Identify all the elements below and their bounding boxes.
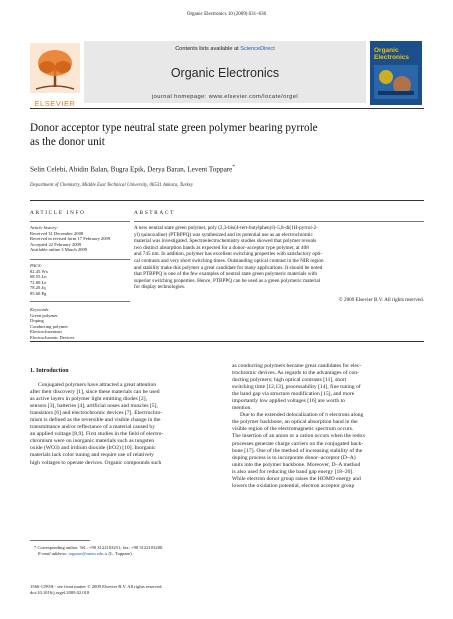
abstract-line: superior switching properties. Hence, PTBPPQ can be used as a green polymeric material (134, 277, 321, 284)
intro-line: bone [17]. One of the method of increasing stability of the (232, 447, 363, 454)
contents-prefix: Contents lists available at (175, 46, 241, 52)
keyword-item: Electrochromic Devices (30, 334, 75, 340)
intro-line: Conjugated polymers have attracted a great attention (38, 382, 157, 388)
intro-right-column (232, 363, 424, 490)
footnote-contact: * Corresponding author. Tel.: +90 3122103251; fax: +90 3122103200. (34, 545, 164, 550)
footer (30, 584, 280, 595)
pacs-item: 72.80.Le (30, 279, 47, 285)
publisher-name: ELSEVIER (34, 99, 76, 108)
abstract-line: for display technologies. (134, 284, 186, 291)
intro-line: visible region of the electromagnetic spectrum occurs. (232, 426, 354, 433)
abstract-line: A new neutral state green polymer, poly (2,3-bis(4-tert-butylphenyl)-5,8-di(1H-pyrrol-2- (134, 225, 318, 231)
intro-line: processes generate charge carriers on the conjugated back- (232, 440, 364, 447)
intro-line: doping process is to incorporate donor–acceptor (D–A) (232, 454, 356, 461)
cover-title-line2: Electronics (374, 54, 410, 61)
pacs-rule (30, 301, 130, 302)
article-title (30, 121, 424, 149)
issn-line: 1566-1199/$ - see front matter © 2009 Elsevier B.V. All rights reserved. (30, 584, 163, 589)
abstract-line: that PTBPPQ is one of the few examples of neutral state green polymeric materials with (134, 271, 317, 278)
abstract-line: material was investigated. Spectroelectrochemistry studies showed that polymer reveals (134, 238, 317, 245)
intro-line: mention. (232, 405, 252, 412)
abstract-heading: ABSTRACT (134, 210, 175, 216)
pacs-item: 68.55.Ln (30, 274, 47, 280)
footnote-rule (30, 540, 90, 541)
contents-line (84, 46, 366, 52)
intro-line: importantly low applied voltages [16] are worth to (232, 398, 345, 405)
email-suffix: (L. Toppare). (107, 550, 133, 556)
copyright: © 2009 Elsevier B.V. All rights reserved. (338, 297, 424, 303)
abstract (134, 210, 424, 303)
abstract-line: and 745 nm. In addition, polymer has excellent switching properties with satisfactory opti- (134, 251, 323, 258)
intro-line: mism is defined as the reversible and visible change in the (30, 417, 161, 424)
journal-title: Organic Electronics (170, 66, 280, 80)
intro-line: as conducting polymers became great candidates for elec- (232, 363, 362, 369)
history-item: Available online 3 March 2009 (30, 247, 88, 253)
elsevier-tree-icon (30, 43, 80, 93)
masthead-rule-top (30, 108, 424, 109)
intro-line: While electron donor group raises the HOMO energy and (232, 475, 361, 482)
rule-under-affiliation (30, 200, 424, 201)
intro-heading: 1. Introduction (30, 368, 69, 374)
abstract-line: cal contrasts and very short switching times. Outstanding optical contrast in the NIR region (134, 257, 324, 264)
intro-line: an applied voltage [8,9]. First studies in the field of electro- (30, 431, 164, 438)
article-title-line1: Donor acceptor type neutral state green polymer bearing pyrrole (30, 122, 318, 134)
keyword-item: Conducting polymer (30, 323, 68, 329)
intro-line: is also used for reducing the band gap energy [18–20]. (232, 468, 354, 475)
email-link[interactable]: toppare@metu.edu.tr (68, 550, 108, 556)
intro-line: as active layers in polymer light emitting diodes [2], (30, 396, 147, 403)
sciencedirect-link[interactable]: ScienceDirect (240, 46, 275, 52)
footnote (30, 545, 230, 556)
elsevier-logo (30, 43, 80, 108)
intro-line: transmittance and/or reflectance of a material caused by (30, 424, 156, 431)
pacs-label: PACS: (30, 263, 42, 268)
pacs-item: 78.20.Jq (30, 285, 46, 291)
history-item: Received in revised form 17 February 2009 (30, 236, 111, 242)
pacs-item: 82.45.Wx (30, 268, 49, 274)
keyword-item: Doping (30, 318, 44, 324)
article-info-heading: ARTICLE INFO (30, 210, 86, 216)
intro-line: trochromic devices. As regards to the advantages of con- (232, 370, 359, 377)
intro-line: lowers the oxidation potential, electron acceptor group (232, 482, 355, 489)
corresponding-mark: * (232, 165, 235, 170)
doi-line[interactable]: doi:10.1016/j.orgel.2009.02.018 (30, 589, 90, 595)
intro-line: oxide (WO3) and iridium dioxide (IrO2) [10]. Inorganic (30, 445, 156, 452)
intro-line: Due to the extended delocalization of π electrons along (240, 412, 364, 419)
abstract-line: and stability make this polymer a great candidate for many applications. It should be noted (134, 264, 323, 271)
intro-line: switching time [12,13], processability [14], fine tuning of (232, 384, 361, 391)
keyword-item: Electrochromism (30, 329, 62, 335)
rule-under-abstract (30, 341, 424, 342)
intro-line: materials lack color tuning and require use of relatively (30, 452, 154, 459)
article-info (30, 210, 130, 340)
journal-cover (370, 41, 422, 105)
cover-art-icon (374, 65, 418, 99)
author-list: Selin Celebi, Abidin Balan, Bugra Epik, Derya Baran, Levent Toppare (30, 165, 233, 174)
intro-line: the band gap via structure modification [15], and more (232, 391, 355, 398)
intro-line: sensors [3], batteries [4], artificial noses and muscles [5], (30, 403, 158, 410)
history-item: Received 31 December 2008 (30, 230, 84, 236)
affiliation: Department of Chemistry, Middle East Technical University, 06531 Ankara, Turkey (30, 183, 194, 188)
intro-line: high voltages to operate devices. Organic compounds such (30, 459, 162, 466)
running-head: Organic Electronics 10 (2009) 631–636 (186, 12, 267, 17)
abstract-line: yl) quinoxaline) (PTBPPQ) was synthesized and its potential use as an electrochromic (134, 231, 313, 238)
email-label: E-mail address: (38, 550, 69, 556)
article-title-line2: as the donor unit (30, 136, 105, 148)
article-info-rule (30, 221, 130, 222)
footnote-email-line (30, 551, 230, 557)
authors (30, 165, 235, 173)
intro-line: units into the polymer backbone. Moreover, D–A method (232, 461, 361, 468)
keyword-item: Green polymer (30, 312, 58, 318)
history-rule (30, 259, 130, 260)
abstract-rule (134, 221, 424, 222)
cover-title-line1: Organic (374, 47, 399, 54)
pacs-item: 85.60.Pg (30, 290, 47, 296)
intro-left-column (30, 382, 222, 467)
abstract-line: two distinct absorption bands as expected for a donor–acceptor type polymer, at 408 (134, 244, 309, 251)
intro-line: The insertion of an anion or a cation occurs when the redox (232, 433, 366, 440)
history-item: Accepted 22 February 2009 (30, 241, 82, 247)
intro-line: the polymer backbone, an optical absorption band in the (232, 419, 358, 426)
keywords-label: Keywords: (30, 307, 50, 312)
journal-homepage[interactable]: journal homepage: www.elsevier.com/locate/orgel (151, 94, 299, 100)
intro-line: after their discovery [1], since these materials can be used (30, 389, 160, 396)
history-label: Article history: (30, 225, 58, 230)
intro-line: chromism were on inorganic materials such as tungsten (30, 438, 155, 445)
intro-line: transistors [6] and electrochromic devices [7]. Electrochro- (30, 410, 163, 417)
intro-line: ducting polymers; high optical contrasts [11], short (232, 377, 347, 384)
